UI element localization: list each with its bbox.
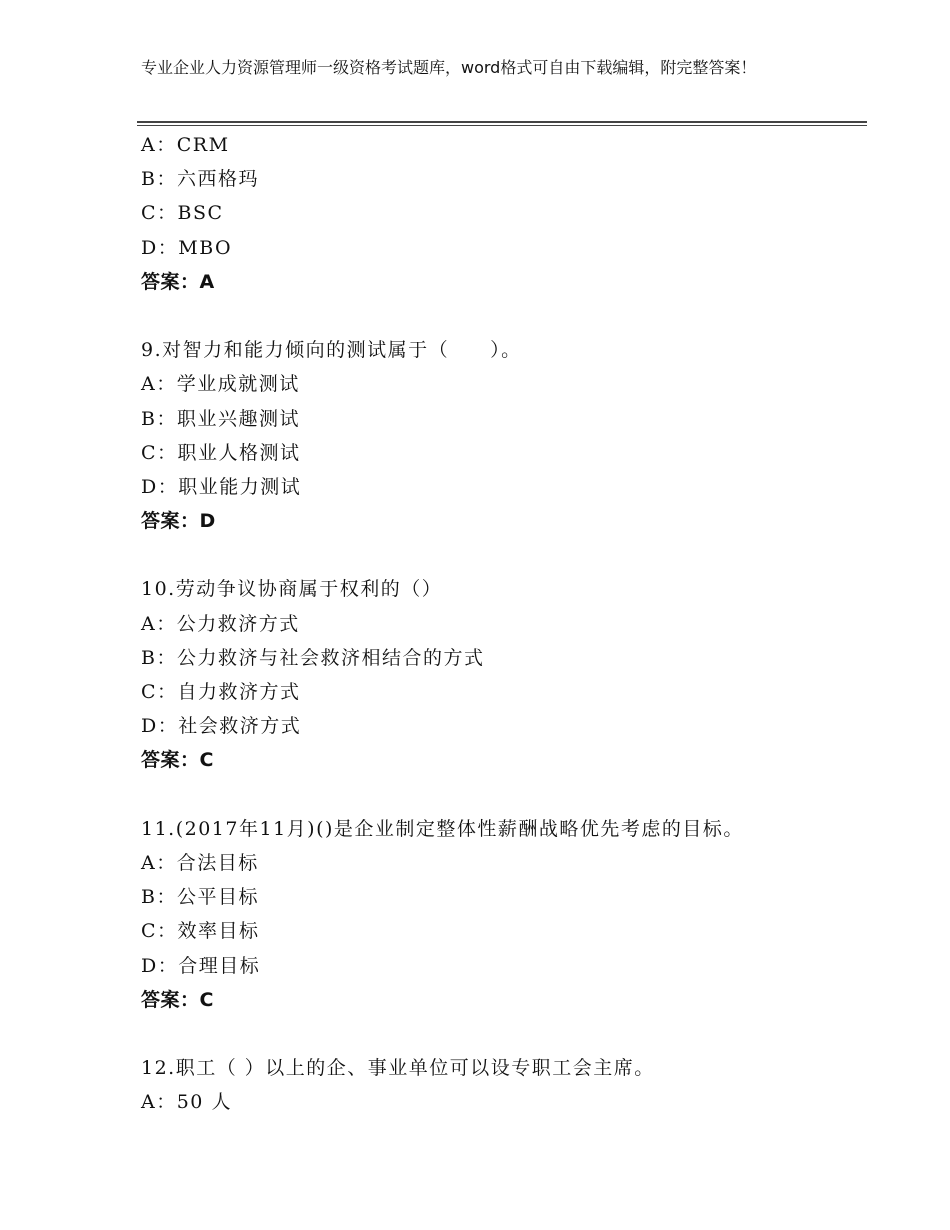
question-text: 10.劳动争议协商属于权利的（） <box>141 578 443 601</box>
option-b: B：公力救济与社会救济相结合的方式 <box>141 646 485 669</box>
header-rule-thin <box>137 125 867 126</box>
option-d: D：职业能力测试 <box>141 475 302 498</box>
option-a: A：学业成就测试 <box>141 373 300 396</box>
option-d: D：社会救济方式 <box>141 715 302 738</box>
document-header: 专业企业人力资源管理师一级资格考试题库，word格式可自由下载编辑，附完整答案！ <box>141 58 757 77</box>
question-list <box>141 128 861 1119</box>
header-rule <box>137 121 867 123</box>
question-text: 9.对智力和能力倾向的测试属于（ ）。 <box>141 339 522 362</box>
option-b: B：职业兴趣测试 <box>141 407 300 430</box>
option-a: A：50 人 <box>141 1091 232 1114</box>
spacer <box>141 778 861 812</box>
option-c: C：自力救济方式 <box>141 681 301 703</box>
option-a: A：公力救济方式 <box>141 612 300 635</box>
option-a: A：CRM <box>141 134 230 156</box>
option-a: A：合法目标 <box>141 851 259 874</box>
question-text: 12.职工（ ）以上的企、事业单位可以设专职工会主席。 <box>141 1057 655 1080</box>
spacer <box>141 1017 861 1051</box>
answer: 答案：C <box>141 749 214 772</box>
question-text: 11.(2017年11月)()是企业制定整体性薪酬战略优先考虑的目标。 <box>141 817 744 840</box>
answer: 答案：C <box>141 988 214 1011</box>
option-d: D：合理目标 <box>141 954 261 977</box>
answer: 答案：A <box>141 270 215 293</box>
spacer <box>141 538 861 572</box>
option-d: D：MBO <box>141 236 233 259</box>
spacer <box>141 299 861 333</box>
option-b: B：公平目标 <box>141 886 259 909</box>
option-c: C：效率目标 <box>141 920 260 943</box>
option-c: C：BSC <box>141 202 224 225</box>
option-c: C：职业人格测试 <box>141 441 301 464</box>
option-b: B：六西格玛 <box>141 168 259 191</box>
answer: 答案：D <box>141 510 216 533</box>
